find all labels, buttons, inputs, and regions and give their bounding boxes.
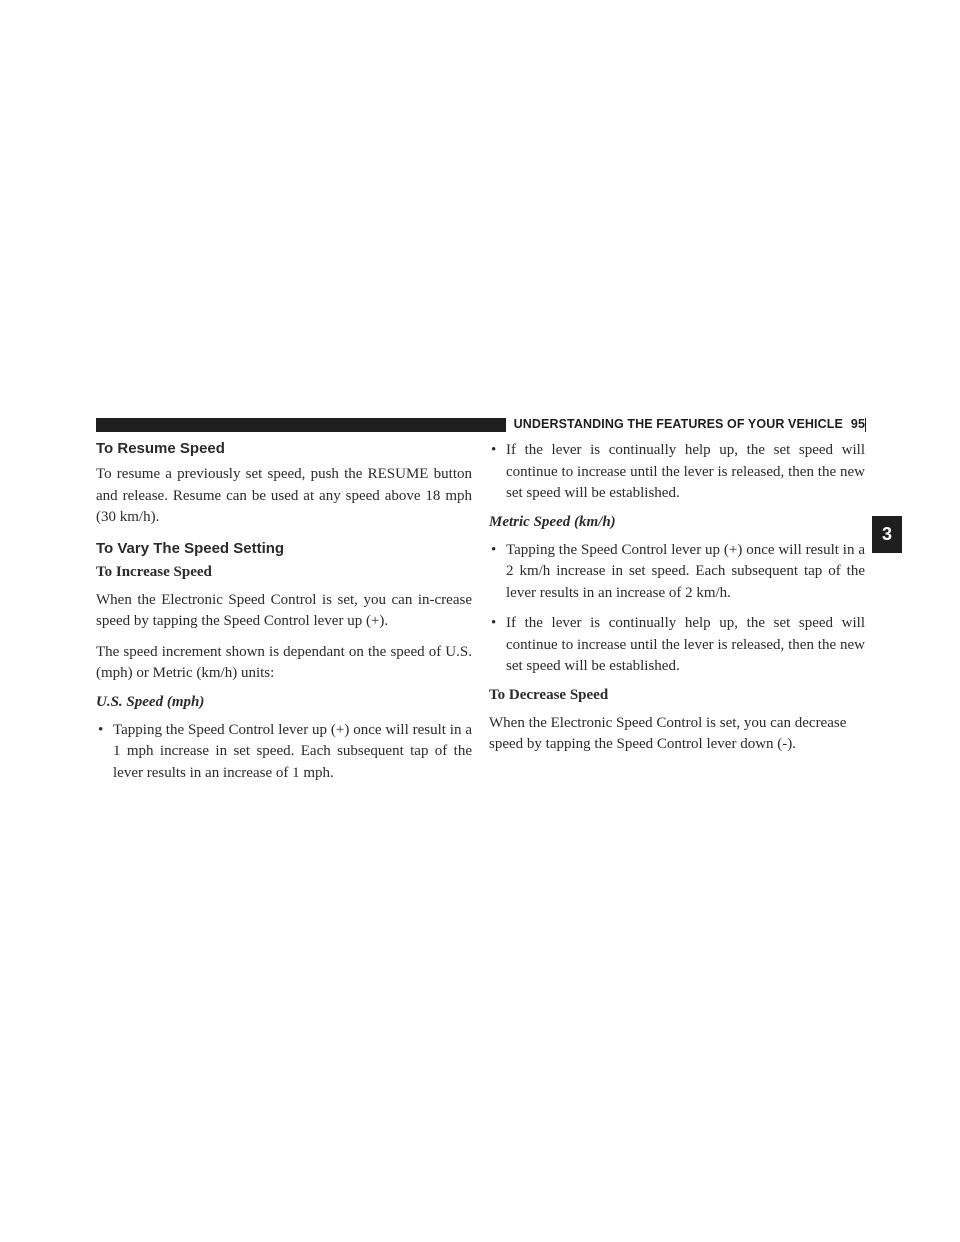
bullet-icon: • [491, 541, 497, 558]
list-item: • Tapping the Speed Control lever up (+) once will result in a 2 km/h increase in set speed. Each subsequent tap of the lever results in an increase of 2 km/h. [491, 541, 865, 601]
bullet-icon: • [98, 721, 104, 738]
increase-speed-text: When the Electronic Speed Control is set, you can in-crease speed by tapping the Speed Control lever up (+). [96, 591, 472, 629]
decrease-speed-heading: To Decrease Speed [489, 686, 609, 703]
metric-speed-heading: Metric Speed (km/h) [489, 513, 616, 530]
us-speed-list-continued [489, 440, 865, 505]
list-item: • If the lever is continually help up, the set speed will continue to increase until the lever is released, then the new set speed will be established. [491, 615, 865, 674]
list-item: • If the lever is continually help up, the set speed will continue to increase until the lever is released, then the new set speed will be established. [491, 442, 865, 501]
metric-speed-list [489, 540, 865, 678]
us-speed-heading: U.S. Speed (mph) [96, 693, 205, 710]
page-number: 95 [850, 417, 865, 431]
decrease-speed-text: When the Electronic Speed Control is set, you can decrease speed by tapping the Speed Control lever down (-). [489, 714, 847, 752]
running-header [506, 414, 865, 434]
us-speed-list [96, 720, 472, 785]
right-column [489, 440, 865, 765]
bullet-icon: • [491, 442, 497, 458]
resume-speed-text: To resume a previously set speed, push the RESUME button and release. Resume can be used at any speed above 18 mph (30 km/h). [96, 466, 472, 525]
left-column [96, 440, 472, 793]
list-item: • Tapping the Speed Control lever up (+) once will result in a 1 mph increase in set speed. Each subsequent tap of the lever results in an increase of 1 mph. [98, 721, 472, 781]
bullet-icon: • [491, 615, 497, 631]
vary-speed-heading: To Vary The Speed Setting [96, 539, 285, 557]
chapter-tab: 3 [872, 516, 902, 553]
increment-text: The speed increment shown is dependant on the speed of U.S. (mph) or Metric (km/h) units: [96, 643, 472, 681]
section-title: UNDERSTANDING THE FEATURES OF YOUR VEHICLE [513, 417, 843, 431]
increase-speed-heading: To Increase Speed [96, 563, 212, 580]
resume-speed-heading: To Resume Speed [96, 440, 225, 457]
